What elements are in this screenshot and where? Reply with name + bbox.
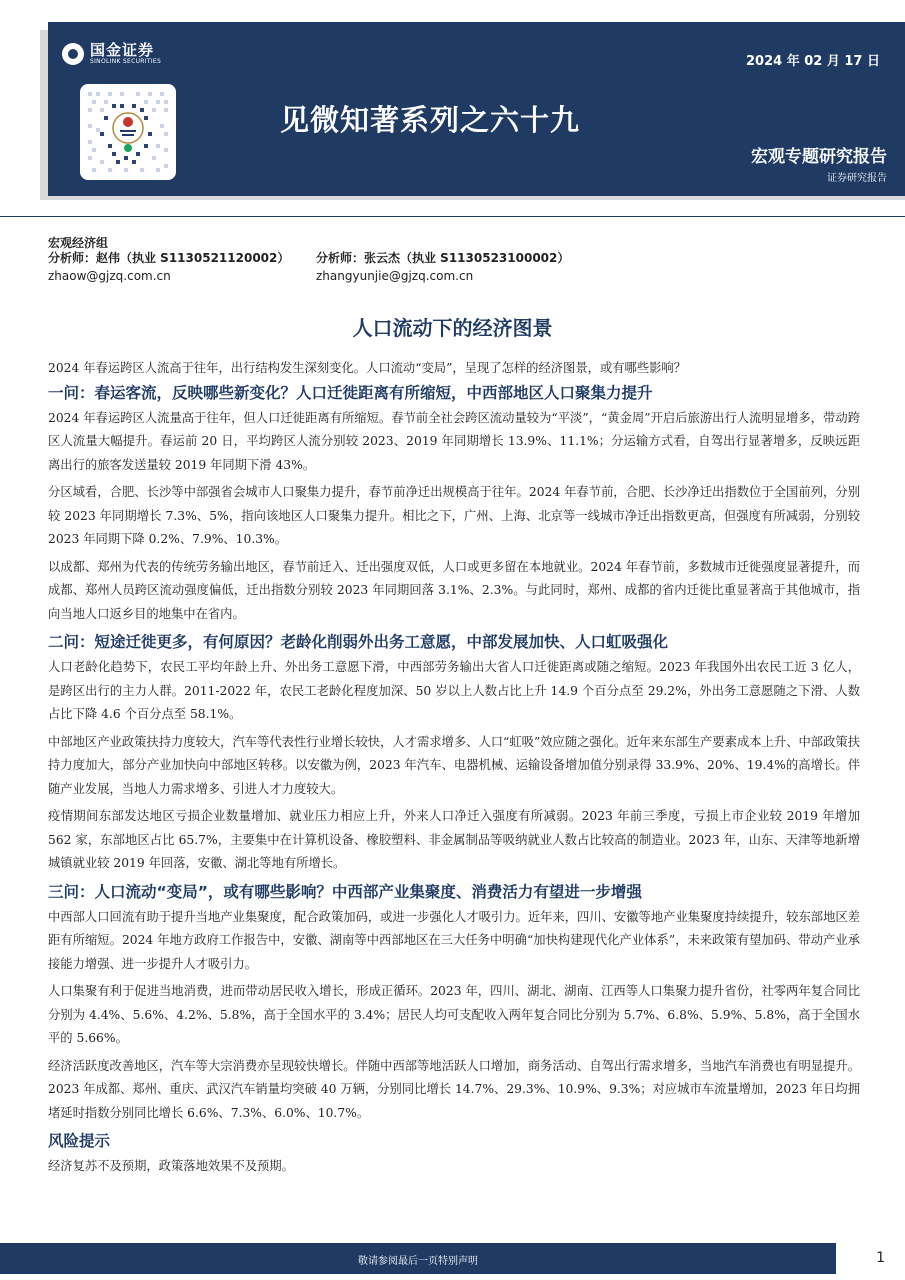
body-paragraph: 2024 年春运跨区人流量高于往年，但人口迁徙距离有所缩短。春节前全社会跨区流动量较为“平淡”，“黄金周”开启后旅游出行人流明显增多，带动跨区人流量大幅提升。春运前 20 日，平均跨区人流分别较 2023、2019 年同期增长 13.9%、11.1%；分运输方式看，自驾出行显著增多，反映远距离出行的旅客发送量较 2019 年同期下滑 43%。 bbox=[48, 410, 860, 472]
body-paragraph: 人口集聚有利于促进当地消费，进而带动居民收入增长，形成正循环。2023 年，四川、湖北、湖南、江西等人口集聚力提升省份，社零两年复合同比分别为 4.4%、5.6%、4.2%、5.8%，高于全国水平的 3.4%；居民人均可支配收入两年复合同比分别为 5.7%、6.8%、5.9%、5.8%，高于全国水平的 5.66%。 bbox=[48, 984, 860, 1045]
qr-code-icon bbox=[80, 84, 176, 180]
risk-paragraph: 经济复苏不及预期，政策落地效果不及预期。 bbox=[48, 1159, 294, 1173]
analyst-name: 分析师：张云杰（执业 S1130523100002） bbox=[316, 251, 570, 265]
body-paragraph: 中部地区产业政策扶持力度较大，汽车等代表性行业增长较快，人才需求增多、人口“虹吸”效应随之强化。近年来东部生产要素成本上升、中部政策扶持力度加大，部分产业加快向中部地区转移。以安徽为例，2023 年汽车、电器机械、运输设备增加值分别录得 33.9%、20%、19.4%的高增长。伴随产业发展，当地人力需求增多、引进人才力度较大。 bbox=[48, 734, 860, 796]
document-body bbox=[48, 357, 860, 1183]
logo-mark-icon bbox=[62, 43, 84, 65]
page-number: 1 bbox=[876, 1250, 885, 1266]
body-paragraph: 以成都、郑州为代表的传统劳务输出地区，春节前迁入、迁出强度双低，人口或更多留在本地就业。2024 年春节前，多数城市迁徙强度显著提升，而成都、郑州人员跨区流动强度偏低，迁出指数分别较 2023 年同期回落 3.1%、2.3%。与此同时，郑州、成都的省内迁徙比重显著高于其他城市，指向当地人口返乡目的地集中在省内。 bbox=[48, 559, 860, 621]
body-paragraph: 经济活跃度改善地区，汽车等大宗消费亦呈现较快增长。伴随中西部等地活跃人口增加，商务活动、自驾出行需求增多，当地汽车消费也有明显提升。2023 年成都、郑州、重庆、武汉汽车销量均突破 40 万辆，分别同比增长 14.7%、29.3%、10.9%、9.3%；对应城市车流量增加，2023 年日均拥堵延时指数分别同比增长 6.6%、7.3%、6.0%、10.7%。 bbox=[48, 1058, 860, 1120]
analyst-block bbox=[316, 249, 569, 285]
body-paragraph: 人口老龄化趋势下，农民工平均年龄上升、外出务工意愿下滑，中西部劳务输出大省人口迁徙距离或随之缩短。2023 年我国外出农民工近 3 亿人，是跨区出行的主力人群。2011-2022 年，农民工老龄化程度加深、50 岁以上人数占比上升 14.9 个百分点至 29.2%，外出务工意愿随之下滑、人数占比下降 4.6 个百分点至 58.1%。 bbox=[48, 660, 860, 721]
logo-name-en: SINOLINK SECURITIES bbox=[90, 58, 162, 65]
header-divider bbox=[0, 216, 905, 217]
analyst-block bbox=[48, 249, 289, 285]
analyst-email[interactable]: zhangyunjie@gjzq.com.cn bbox=[316, 269, 474, 283]
research-group: 宏观经济组 bbox=[48, 236, 109, 250]
footer-disclaimer[interactable]: 敬请参阅最后一页特别声明 bbox=[358, 1256, 478, 1267]
section-heading: 二问：短途迁徙更多，有何原因？老龄化削弱外出务工意愿，中部发展加快、人口虹吸强化 bbox=[48, 633, 669, 651]
report-type: 宏观专题研究报告 bbox=[751, 147, 887, 167]
risk-heading: 风险提示 bbox=[48, 1132, 111, 1150]
document-title: 人口流动下的经济图景 bbox=[352, 316, 553, 340]
section-heading: 三问：人口流动“变局”，或有哪些影响？中西部产业集聚度、消费活力有望进一步增强 bbox=[48, 882, 642, 901]
body-paragraph: 中西部人口回流有助于提升当地产业集聚度，配合政策加码，或进一步强化人才吸引力。近年来，四川、安徽等地产业集聚度持续提升，较东部地区差距有所缩短。2024 年地方政府工作报告中，安徽、湖南等中西部地区在三大任务中明确“加快构建现代化产业体系”，未来政策有望加码、带动产业承接能力增强、进一步提升人才吸引力。 bbox=[48, 909, 860, 971]
report-subtype: 证券研究报告 bbox=[827, 173, 887, 184]
analyst-name: 分析师：赵伟（执业 S1130521120002） bbox=[48, 251, 290, 265]
logo-name-cn: 国金证券 bbox=[90, 41, 155, 59]
company-logo bbox=[62, 42, 161, 66]
body-paragraph: 疫情期间东部发达地区亏损企业数量增加、就业压力相应上升，外来人口净迁入强度有所减弱。2023 年前三季度，亏损上市企业较 2019 年增加 562 家，东部地区占比 65.7%，主要集中在计算机设备、橡胶塑料、非金属制品等吸纳就业人数占比较高的制造业。2023 年，山东、天津等地新增城镇就业较 2019 年回落，安徽、湖北等地有所增长。 bbox=[48, 809, 860, 870]
analyst-email[interactable]: zhaow@gjzq.com.cn bbox=[48, 269, 171, 283]
section-heading: 一问：春运客流，反映哪些新变化？人口迁徙距离有所缩短，中西部地区人口聚集力提升 bbox=[48, 383, 653, 402]
series-title: 见微知著系列之六十九 bbox=[280, 103, 581, 137]
intro-paragraph: 2024 年春运跨区人流高于往年，出行结构发生深刻变化。人口流动“变局”，呈现了怎样的经济图景，或有哪些影响？ bbox=[48, 361, 687, 375]
report-date: 2024 年 02 月 17 日 bbox=[746, 54, 880, 69]
body-paragraph: 分区域看，合肥、长沙等中部强省会城市人口聚集力提升，春节前净迁出规模高于往年。2024 年春节前，合肥、长沙净迁出指数位于全国前列，分别较 2023 年同期增长 7.3%、5%，指向该地区人口聚集力提升。相比之下，广州、上海、北京等一线城市净迁出指数更高，但强度有所减弱，分别较 2023 年同期下降 0.2%、7.9%、10.3%。 bbox=[48, 485, 860, 546]
